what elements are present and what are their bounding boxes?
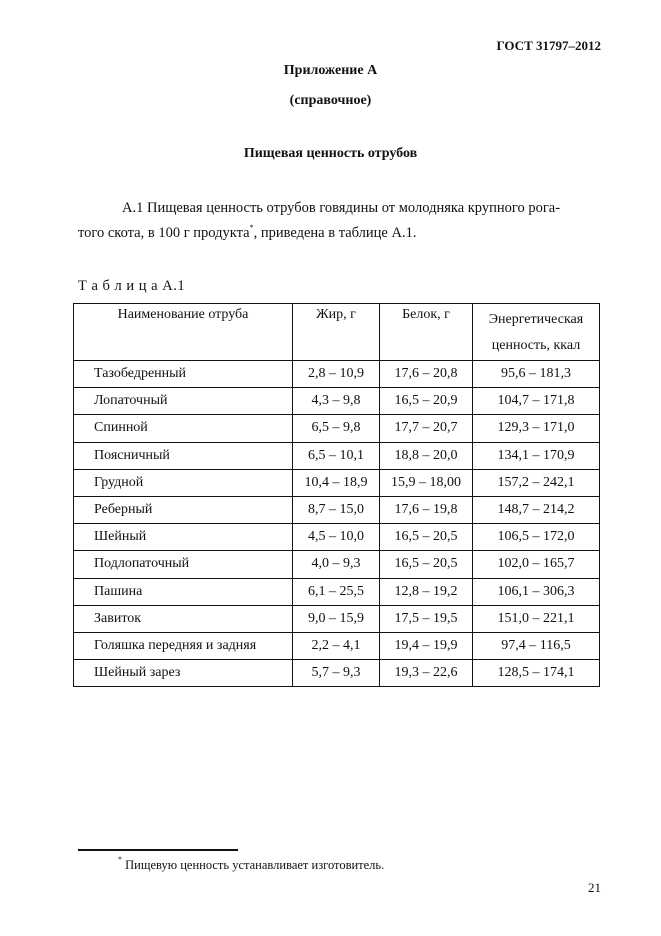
table-row	[74, 632, 600, 659]
cell-fat: 8,7 – 15,0	[293, 496, 380, 523]
cell-protein: 15,9 – 18,00	[380, 469, 473, 496]
header-fat: Жир, г	[293, 304, 380, 361]
cell-cut-name: Реберный	[74, 496, 293, 523]
table-header-row	[74, 304, 600, 361]
cell-protein: 19,4 – 19,9	[380, 632, 473, 659]
cell-protein: 16,5 – 20,9	[380, 388, 473, 415]
cell-energy: 128,5 – 174,1	[473, 660, 600, 687]
table-row	[74, 442, 600, 469]
cell-energy: 104,7 – 171,8	[473, 388, 600, 415]
header-cut-name: Наименование отруба	[74, 304, 293, 361]
cell-cut-name: Грудной	[74, 469, 293, 496]
footnote-text: Пищевую ценность устанавливает изготовитель.	[122, 858, 385, 872]
table-row	[74, 361, 600, 388]
cell-energy: 129,3 – 171,0	[473, 415, 600, 442]
cell-fat: 4,0 – 9,3	[293, 551, 380, 578]
cell-cut-name: Тазобедренный	[74, 361, 293, 388]
cell-cut-name: Лопаточный	[74, 388, 293, 415]
header-energy: Энергетическая ценность, ккал	[473, 304, 600, 361]
cell-energy: 106,1 – 306,3	[473, 578, 600, 605]
section-title: Пищевая ценность отрубов	[243, 146, 418, 161]
cell-protein: 18,8 – 20,0	[380, 442, 473, 469]
cell-cut-name: Пашина	[74, 578, 293, 605]
header-protein: Белок, г	[380, 304, 473, 361]
table-row	[74, 578, 600, 605]
cell-protein: 17,6 – 19,8	[380, 496, 473, 523]
cell-protein: 17,7 – 20,7	[380, 415, 473, 442]
cell-fat: 2,8 – 10,9	[293, 361, 380, 388]
appendix-subtitle: (справочное)	[289, 93, 372, 108]
cell-cut-name: Спинной	[74, 415, 293, 442]
appendix-title: Приложение А	[283, 63, 378, 78]
cell-energy: 106,5 – 172,0	[473, 524, 600, 551]
standard-code: ГОСТ 31797–2012	[496, 38, 601, 53]
cell-cut-name: Поясничный	[74, 442, 293, 469]
cell-protein: 12,8 – 19,2	[380, 578, 473, 605]
cell-cut-name: Шейный зарез	[74, 660, 293, 687]
footnote	[118, 855, 385, 873]
cell-cut-name: Голяшка передняя и задняя	[74, 632, 293, 659]
cell-energy: 148,7 – 214,2	[473, 496, 600, 523]
cell-cut-name: Подлопаточный	[74, 551, 293, 578]
cell-energy: 102,0 – 165,7	[473, 551, 600, 578]
table-row	[74, 524, 600, 551]
cell-cut-name: Шейный	[74, 524, 293, 551]
cell-fat: 9,0 – 15,9	[293, 605, 380, 632]
cell-energy: 151,0 – 221,1	[473, 605, 600, 632]
cell-energy: 95,6 – 181,3	[473, 361, 600, 388]
table-caption: Т а б л и ц а А.1	[78, 278, 186, 294]
cell-protein: 17,5 – 19,5	[380, 605, 473, 632]
paragraph-line-2-end: , приведена в таблице А.1.	[253, 225, 417, 241]
cell-fat: 6,5 – 9,8	[293, 415, 380, 442]
table-row	[74, 496, 600, 523]
cell-fat: 6,1 – 25,5	[293, 578, 380, 605]
table-row	[74, 660, 600, 687]
cell-fat: 6,5 – 10,1	[293, 442, 380, 469]
paragraph-line-1: А.1 Пищевая ценность отрубов говядины от молодняка крупного рога-	[122, 200, 561, 216]
footnote-mark: *	[249, 223, 254, 232]
cell-fat: 10,4 – 18,9	[293, 469, 380, 496]
table-row	[74, 415, 600, 442]
footnote-mark: *	[118, 855, 122, 864]
cell-protein: 16,5 – 20,5	[380, 524, 473, 551]
cell-fat: 4,5 – 10,0	[293, 524, 380, 551]
nutrition-table	[73, 303, 600, 687]
cell-fat: 2,2 – 4,1	[293, 632, 380, 659]
paragraph-line-2-start: того скота, в 100 г продукта	[78, 225, 250, 241]
cell-protein: 17,6 – 20,8	[380, 361, 473, 388]
cell-protein: 16,5 – 20,5	[380, 551, 473, 578]
cell-protein: 19,3 – 22,6	[380, 660, 473, 687]
table-row	[74, 605, 600, 632]
table-row	[74, 388, 600, 415]
cell-energy: 157,2 – 242,1	[473, 469, 600, 496]
page-number: 21	[588, 880, 601, 895]
cell-energy: 97,4 – 116,5	[473, 632, 600, 659]
table-body	[74, 361, 600, 687]
table-row	[74, 469, 600, 496]
cell-fat: 5,7 – 9,3	[293, 660, 380, 687]
cell-energy: 134,1 – 170,9	[473, 442, 600, 469]
footnote-divider	[78, 849, 238, 851]
cell-cut-name: Завиток	[74, 605, 293, 632]
table-row	[74, 551, 600, 578]
intro-paragraph	[78, 196, 600, 246]
cell-fat: 4,3 – 9,8	[293, 388, 380, 415]
